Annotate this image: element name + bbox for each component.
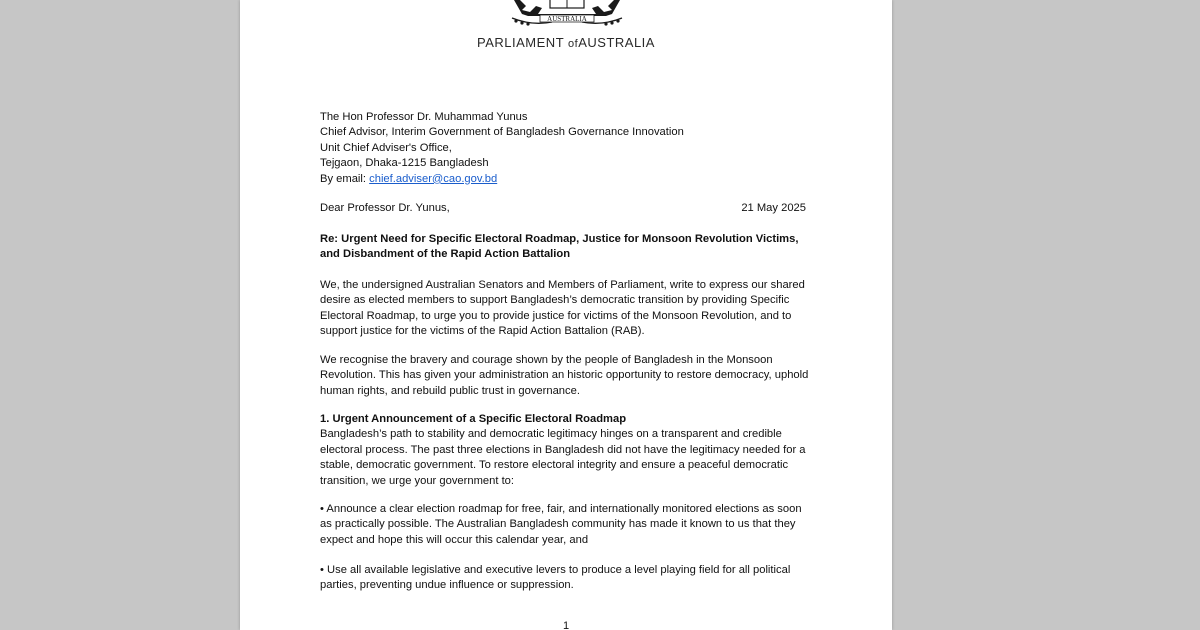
parliament-country: AUSTRALIA	[578, 35, 655, 50]
email-line	[320, 172, 810, 187]
parliament-title	[240, 35, 892, 50]
paragraph-recognition: We recognise the bravery and courage shown by the people of Bangladesh in the Monsoon Revolution. This has given your administration an historic opportunity to restore democracy, uphold human rights, and rebuild public trust in governance.	[320, 354, 809, 397]
section-heading: 1. Urgent Announcement of a Specific Electoral Roadmap	[320, 413, 627, 425]
letter-page	[240, 0, 892, 630]
parliament-of: of	[568, 38, 579, 50]
address-line: Chief Advisor, Interim Government of Bangladesh Governance Innovation	[320, 126, 684, 139]
subject-line: Re: Urgent Need for Specific Electoral Roadmap, Justice for Monsoon Revolution Victims, and Disbandment of the Rapid Action Battalion	[320, 233, 799, 261]
salutation: Dear Professor Dr. Yunus,	[320, 202, 450, 214]
parliament-word: PARLIAMENT	[477, 35, 564, 50]
page-number: 1	[562, 620, 570, 630]
section-intro: Bangladesh’s path to stability and democratic legitimacy hinges on a transparent and credible electoral process. The past three elections in Bangladesh did not have the legitimacy needed for a stable, democratic government. To restore electoral integrity and ensure a peaceful democratic transition, we urge your government to:	[320, 428, 806, 487]
recipient-address	[320, 110, 810, 187]
background-left	[0, 0, 240, 630]
address-line: Unit Chief Adviser's Office,	[320, 141, 452, 154]
bullet-item: • Use all available legislative and executive levers to produce a level playing field for all political parties, preventing undue influence or suppression.	[320, 564, 791, 592]
bullet-item: • Announce a clear election roadmap for free, fair, and internationally monitored elections as soon as practically possible. The Australian Bangladesh community has made it known to us that they expect and hope this will occur this calendar year, and	[320, 503, 802, 546]
address-line: Tejgaon, Dhaka-1215 Bangladesh	[320, 157, 489, 170]
letter-date: 21 May 2025	[741, 202, 806, 214]
background-right	[892, 0, 1200, 630]
coat-of-arms-logo	[502, 0, 632, 30]
address-line: The Hon Professor Dr. Muhammad Yunus	[320, 111, 528, 123]
salutation-row	[320, 201, 806, 216]
crest-scroll-text: AUSTRALIA	[547, 15, 587, 23]
email-link[interactable]: chief.adviser@cao.gov.bd	[369, 172, 498, 185]
email-label: By email:	[320, 172, 367, 185]
paragraph-intro: We, the undersigned Australian Senators and Members of Parliament, write to express our shared desire as elected members to support Bangladesh’s democratic transition by providing Specific Electoral Roadmap, to urge you to provide justice for victims of the Monsoon Revolution, and to support justice for the victims of the Rapid Action Battalion (RAB).	[320, 279, 805, 338]
section-electoral-roadmap	[320, 412, 810, 489]
